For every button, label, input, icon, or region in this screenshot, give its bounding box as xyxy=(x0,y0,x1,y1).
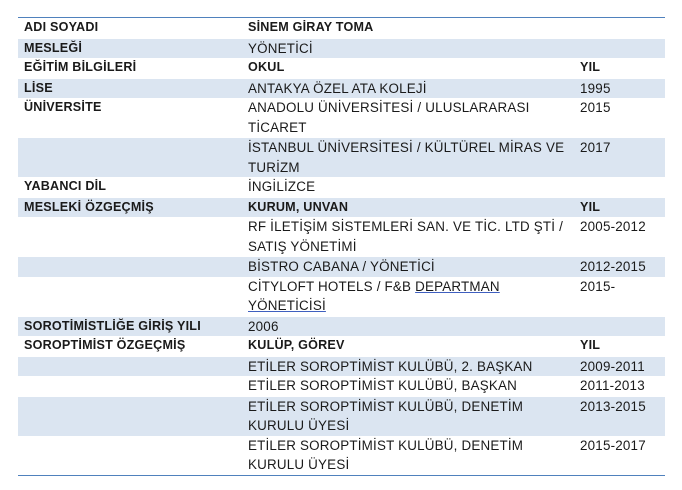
career-row-year: 2005-2012 xyxy=(580,219,646,234)
row-soroptimist-header xyxy=(18,336,665,356)
soroptimist-row-club: ETİLER SOROPTİMİST KULÜBÜ, BAŞKAN xyxy=(248,378,518,393)
name-label: ADI SOYADI xyxy=(24,20,99,34)
soroptimist-row-club: ETİLER SOROPTİMİST KULÜBÜ, 2. BAŞKAN xyxy=(242,356,574,376)
career-row-year: 2015- xyxy=(580,278,616,294)
entry-label: SOROTİMİSTLİĞE GİRİŞ YILI xyxy=(18,316,242,336)
soroptimist-row-year: 2009-2011 xyxy=(574,356,665,376)
career-row-year: 2012-2015 xyxy=(574,257,665,277)
row-profession xyxy=(18,38,665,58)
table-row xyxy=(18,356,665,376)
language-label: YABANCI DİL xyxy=(24,179,107,193)
table-row xyxy=(18,376,665,396)
soroptimist-col-year: YIL xyxy=(580,338,601,352)
cv-grid xyxy=(18,18,665,475)
table-row xyxy=(18,257,665,277)
soroptimist-label: SOROPTİMİST ÖZGEÇMİŞ xyxy=(24,338,186,352)
soroptimist-row-club: ETİLER SOROPTİMİST KULÜBÜ, DENETİM KURULU ÜYESİ xyxy=(242,396,574,436)
row-name xyxy=(18,18,665,38)
education-row-school: ANTAKYA ÖZEL ATA KOLEJİ xyxy=(242,78,574,98)
career-col-year: YIL xyxy=(574,197,665,217)
table-row xyxy=(18,396,665,436)
education-row-school: ANADOLU ÜNİVERSİTESİ / ULUSLARARASI TİCARET xyxy=(248,100,530,135)
name-value: SİNEM GİRAY TOMA xyxy=(248,20,374,34)
education-col-school: OKUL xyxy=(248,60,285,74)
education-row-school: İSTANBUL ÜNİVERSİTESİ / KÜLTÜREL MİRAS VE TURİZM xyxy=(242,138,574,178)
soroptimist-row-year: 2015-2017 xyxy=(580,437,646,453)
table-row xyxy=(18,217,665,257)
cv-table xyxy=(18,17,665,476)
table-row xyxy=(18,436,665,475)
education-row-year: 2015 xyxy=(580,100,611,115)
table-row xyxy=(18,277,665,317)
soroptimist-row-year: 2011-2013 xyxy=(580,378,645,393)
education-row-year: 1995 xyxy=(574,78,665,98)
language-value: İNGİLİZCE xyxy=(248,179,316,194)
career-row-company: RF İLETİŞİM SİSTEMLERİ SAN. VE TİC. LTD ŞTİ / SATIŞ YÖNETİMİ xyxy=(248,219,564,254)
soroptimist-col-club: KULÜP, GÖREV xyxy=(248,338,345,352)
soroptimist-row-year: 2013-2015 xyxy=(574,396,665,436)
education-row-year: 2017 xyxy=(574,138,665,178)
career-row-company: CİTYLOFT HOTELS / F&B DEPARTMAN YÖNETİCİSİ xyxy=(248,278,500,313)
row-career-header xyxy=(18,197,665,217)
education-row-label: LİSE xyxy=(18,78,242,98)
row-language xyxy=(18,177,665,197)
career-col-company: KURUM, UNVAN xyxy=(242,197,574,217)
profession-label: MESLEĞİ xyxy=(18,38,242,58)
career-row-company: BİSTRO CABANA / YÖNETİCİ xyxy=(242,257,574,277)
table-row xyxy=(18,78,665,98)
entry-value: 2006 xyxy=(242,316,574,336)
table-row xyxy=(18,138,665,178)
profession-value: YÖNETİCİ xyxy=(242,38,574,58)
education-row-label xyxy=(18,138,242,178)
education-row-label: ÜNİVERSİTE xyxy=(24,100,102,114)
row-entry xyxy=(18,316,665,336)
bottom-rule xyxy=(18,475,665,476)
table-row xyxy=(18,98,665,138)
education-col-year: YIL xyxy=(580,60,601,74)
education-label: EĞİTİM BİLGİLERİ xyxy=(24,60,137,74)
row-education-header xyxy=(18,58,665,78)
career-label: MESLEKİ ÖZGEÇMİŞ xyxy=(18,197,242,217)
soroptimist-row-club: ETİLER SOROPTİMİST KULÜBÜ, DENETİM KURULU ÜYESİ xyxy=(248,437,524,472)
